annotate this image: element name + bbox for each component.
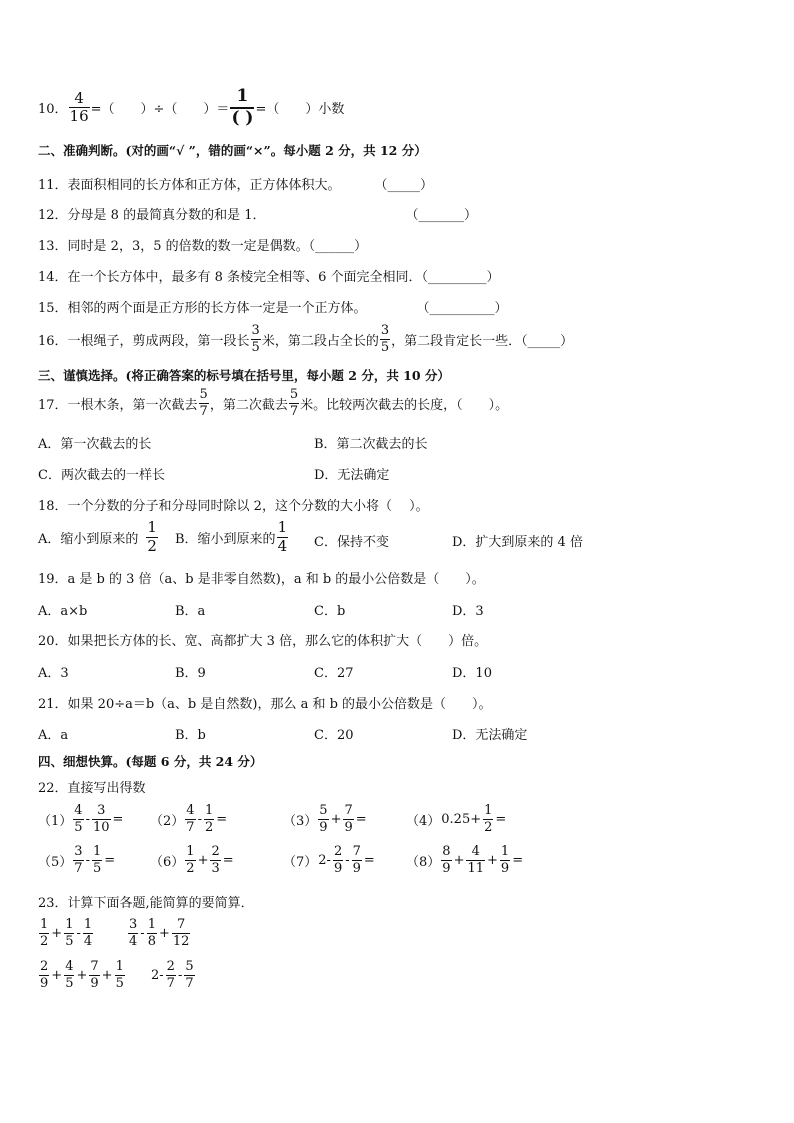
option-d[interactable]: D．扩大到原来的 4 倍 [452,535,583,550]
operator: 2- [318,852,331,868]
fraction: $\frac{5}{7}$ [199,387,208,419]
arithmetic-item [150,804,228,834]
denominator: 8 [147,933,156,949]
denominator: 9 [344,819,353,835]
question-text: =（ ）小数 [255,102,345,118]
question-text: 11．表面积相同的长方体和正方体，正方体体积大。 [38,178,341,193]
arithmetic-item [283,804,368,834]
denominator: 5 [65,933,74,949]
operator: = [216,811,228,827]
denominator: 10 [92,819,110,835]
option-c[interactable]: C．保持不变 [314,535,389,550]
fraction [115,960,125,990]
operator: + [158,925,170,941]
denominator: 9 [352,860,361,876]
fraction [204,804,214,834]
denominator: 7 [166,975,175,991]
question-13: 13．同时是 2，3，5 的倍数的数一定是偶数。（______） [38,239,368,254]
option-d[interactable]: D．10 [452,666,492,681]
question-21: 21．如果 20÷a＝b（a、b 是自然数)，那么 a 和 b 的最小公倍数是（ ）。 [38,697,492,712]
denominator: 2 [40,933,49,949]
question-23-title: 23．计算下面各题,能简算的要简算． [38,896,254,911]
operator: = [363,852,375,868]
question-20: 20．如果把长方体的长、宽、高都扩大 3 倍，那么它的体积扩大（ ）倍。 [38,634,488,649]
question-11 [38,174,433,193]
operator: + [197,852,209,868]
fraction [500,845,510,875]
fraction [73,804,83,834]
operator: + [51,967,63,983]
numerator: 7 [177,917,186,932]
numerator: 1 [92,844,102,859]
question-text: 17．一根木条，第一次截去 [38,397,198,413]
fraction [352,845,362,875]
numerator: 1 [186,844,195,859]
question-12 [38,204,477,223]
denominator: 9 [442,860,451,876]
question-text: 米。比较两次截去的长度，（ ）。 [300,397,509,413]
numerator: 1 [40,917,49,932]
option-a[interactable]: A．第一次截去的长 [38,437,152,452]
option-c[interactable]: C．两次截去的一样长 [38,468,165,483]
option-text: B．缩小到原来的 [175,531,276,547]
item-label: （8） [406,854,441,870]
denominator: 2 [186,860,195,876]
option-b[interactable]: B．a [175,604,206,619]
option-b[interactable]: B．9 [175,666,206,681]
answer-blank[interactable]: （__________） [416,301,508,316]
operator: + [453,852,465,868]
fraction [184,960,194,990]
fraction [466,845,485,875]
numerator: 3 [74,844,83,859]
question-14: 14．在一个长方体中，最多有 8 条棱完全相等、6 个面完全相同．（_________） [38,270,500,285]
denominator: 9 [319,819,328,835]
denominator: 2 [204,819,214,835]
numerator: 8 [442,844,451,859]
calculation-item [150,960,196,990]
fraction [64,918,74,948]
numerator: 4 [471,844,480,859]
operator: = [355,811,367,827]
numerator: 1 [83,917,93,932]
denominator: 11 [467,860,485,876]
question-15 [38,297,508,316]
denominator: 9 [90,975,99,991]
denominator: 3 [211,860,220,876]
option-text: A．缩小到原来的 [38,531,139,547]
section-4-heading: 四、细想快算。(每题 6 分，共 24 分） [38,754,263,769]
fraction [147,918,157,948]
operator: = [512,852,524,868]
operator: - [140,925,145,941]
operator: = [104,852,116,868]
denominator: 5 [65,975,74,991]
question-text: 15．相邻的两个面是正方形的长方体一定是一个正方体。 [38,301,367,316]
numerator: 2 [211,844,220,859]
fraction [318,804,328,834]
operator: + [101,967,113,983]
option-c[interactable]: C．27 [314,666,354,681]
option-a[interactable]: A．a [38,728,69,743]
denominator: 5 [115,975,124,991]
question-text: 12．分母是 8 的最简真分数的和是 1． [38,208,266,223]
question-text: 16．一根绳子，剪成两段，第一段长 [38,333,250,349]
item-label: （6） [150,854,185,870]
fraction [441,845,451,875]
operator: - [85,811,90,827]
arithmetic-item [150,845,235,875]
fraction [185,804,195,834]
denominator: 7 [186,819,195,835]
numerator: 2 [333,844,343,859]
operator: = [112,811,124,827]
answer-blank[interactable]: （_______） [405,208,477,223]
answer-blank[interactable]: （_____） [374,178,434,193]
question-text: ，第二段肯定长一些．（_____） [391,333,574,349]
denominator: 9 [500,860,510,876]
denominator: 9 [333,860,343,876]
operator: = [222,852,234,868]
fraction [210,845,220,875]
operator: + [330,811,342,827]
question-10 [38,88,344,128]
fraction: $\frac{1}{2}$ [147,518,157,555]
fraction [166,960,176,990]
denominator: 5 [92,860,102,876]
calculation-item [38,918,94,948]
operator: 0.25+ [441,811,482,827]
section-2-heading: 二、准确判断。(对的画“√ ”，错的画“×”。每小题 2 分，共 12 分） [38,143,427,158]
option-c[interactable]: C．b [314,604,346,619]
option-a[interactable]: A．3 [38,666,69,681]
option-b[interactable] [175,520,289,555]
numerator: 2 [166,959,175,974]
denominator: 5 [74,819,83,835]
operator: - [345,852,350,868]
option-a[interactable] [38,520,159,555]
operator: - [85,852,90,868]
question-17 [38,388,508,418]
question-18: 18．一个分数的分子和分母同时除以 2，这个分数的大小将（ ）。 [38,499,429,514]
item-label: （3） [283,813,318,829]
fraction: $\frac{5}{7}$ [289,387,299,419]
denominator: 4 [83,933,93,949]
numerator: 1 [204,803,214,818]
numerator: 7 [352,844,361,859]
fraction: $\frac{1}{4}$ [277,518,288,555]
option-b[interactable]: B．第二次截去的长 [314,437,428,452]
option-b[interactable]: B．b [175,728,206,743]
denominator: 12 [172,933,190,949]
fraction: $\frac{1}{( )}$ [231,86,254,128]
fraction [73,845,83,875]
fraction [172,918,191,948]
fraction [39,960,49,990]
operator: + [487,852,498,868]
fraction [89,960,99,990]
question-number: 10． [38,102,68,118]
operator: + [76,967,88,983]
numerator: 7 [90,959,99,974]
numerator: 4 [65,959,74,974]
option-d[interactable]: D．无法确定 [452,728,528,743]
arithmetic-item [406,845,524,875]
fraction: $\frac{3}{5}$ [251,323,260,355]
fraction [92,804,111,834]
fraction [333,845,343,875]
fraction [343,804,353,834]
denominator: 2 [484,819,493,835]
item-label: （7） [283,854,318,870]
fraction [83,918,93,948]
section-3-heading: 三、谨慎选择。(将正确答案的标号填在括号里，每小题 2 分，共 10 分） [38,368,450,383]
item-label: （2） [150,813,185,829]
numerator: 1 [484,803,493,818]
question-text: ，第二次截去 [209,397,288,413]
numerator: 5 [319,803,328,818]
operator: - [76,925,81,941]
fraction [39,918,49,948]
fraction [92,845,102,875]
arithmetic-item [38,804,124,834]
question-text: 米，第二段占全长的 [261,333,379,349]
numerator: 4 [186,803,195,818]
fraction [64,960,74,990]
fraction: $\frac{4}{16}$ [69,88,89,126]
arithmetic-item [406,804,507,834]
option-d[interactable]: D．无法确定 [314,468,390,483]
fraction [185,845,195,875]
operator: + [51,925,63,941]
operator: - [177,967,183,983]
item-label: （1） [38,813,73,829]
question-16 [38,324,573,354]
numerator: 1 [147,917,156,932]
item-label: （5） [38,854,73,870]
numerator: 2 [40,959,49,974]
question-22-title: 22．直接写出得数 [38,781,146,796]
numerator: 3 [97,803,106,818]
denominator: 4 [129,933,138,949]
denominator: 9 [40,975,49,991]
operator: 2- [151,967,164,983]
fraction [128,918,138,948]
numerator: 1 [65,917,74,932]
option-d[interactable]: D．3 [452,604,484,619]
question-19: 19．a 是 b 的 3 倍（a、b 是非零自然数)，a 和 b 的最小公倍数是（ ）。 [38,572,485,587]
fraction [483,804,493,834]
numerator: 7 [344,803,353,818]
numerator: 4 [74,803,83,818]
arithmetic-item [283,845,376,875]
arithmetic-item [38,845,116,875]
option-a[interactable]: A．a×b [38,604,88,619]
item-label: （4） [406,813,441,829]
question-text: =（ ）÷（ ）＝ [90,102,230,118]
option-c[interactable]: C．20 [314,728,354,743]
numerator: 3 [129,917,138,932]
operator: = [495,811,507,827]
fraction: $\frac{3}{5}$ [380,323,390,355]
numerator: 1 [500,844,510,859]
denominator: 7 [74,860,83,876]
denominator: 7 [185,975,194,991]
operator: - [197,811,202,827]
numerator: 5 [185,959,194,974]
calculation-item [38,960,126,990]
calculation-item [127,918,191,948]
numerator: 1 [115,959,124,974]
